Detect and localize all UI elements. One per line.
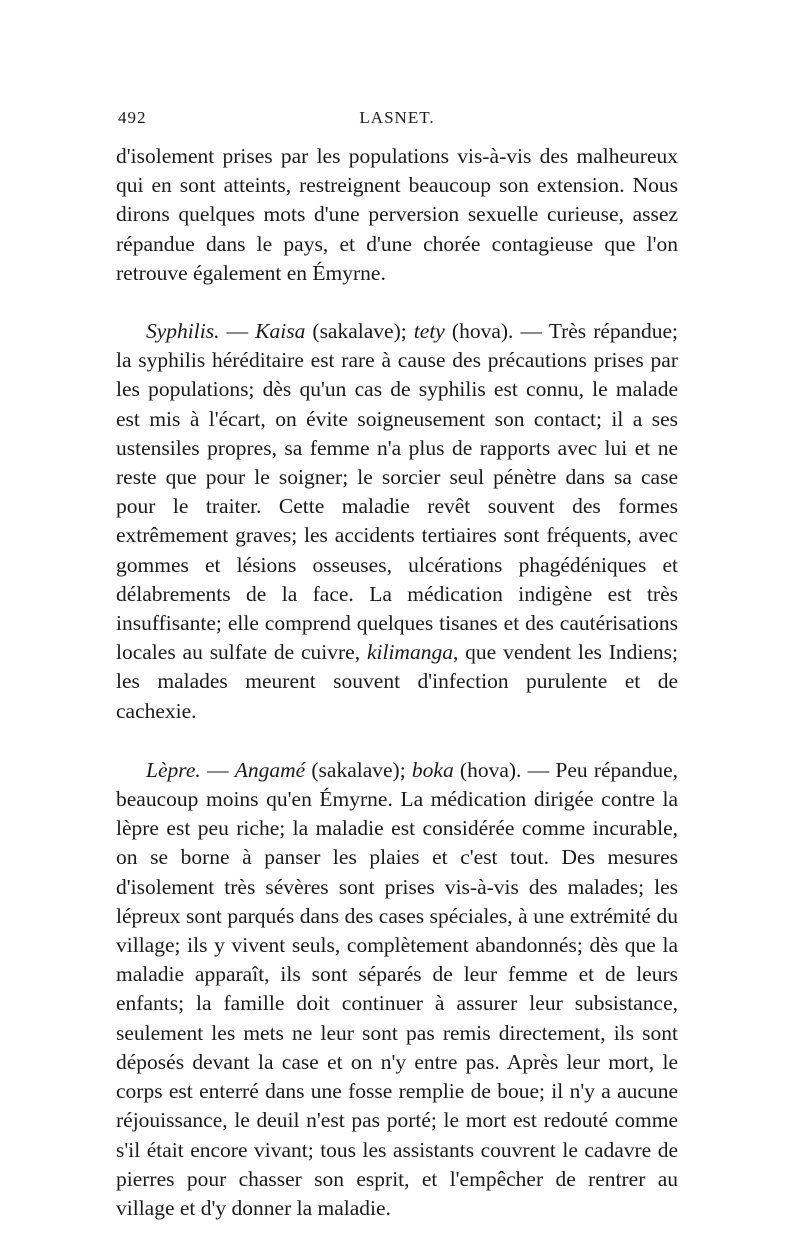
paragraph-spacer xyxy=(116,726,678,756)
paragraph-syphilis-body-a: Très répandue; la syphilis héréditaire est rare à cause des précautions prises par les populations; dès qu'un cas de syphilis est connu, le malade est mis à l'écart, on évite soigneusement son contact; il a ses ustensiles propres, sa femme n'a plus de rapports avec lui et ne reste que pour le soigner; le sorcier seul pénètre dans sa case pour le traiter. Cette maladie revêt souvent des formes extrêmement graves; les accidents tertiaires sont fréquents, avec gommes et lésions osseuses, ulcérations phagédéniques et délabrements de la face. La médication indigène est très insuffisante; elle comprend quelques tisanes et des cautérisations locales au sulfate de cuivre, xyxy=(116,319,678,665)
page-number: 492 xyxy=(118,108,147,127)
paragraph-spacer xyxy=(116,288,678,317)
paragraph-intro xyxy=(116,142,678,288)
paragraph-syphilis-body-b: , que vendent les Indiens; les malades meurent souvent d'infection purulente et de cachexie. xyxy=(116,640,678,723)
remedy-kilimanga: kilimanga xyxy=(366,640,453,665)
dash: — xyxy=(200,757,235,782)
running-title: LASNET. xyxy=(359,108,435,127)
malagasy-name-boka: boka xyxy=(411,757,454,782)
dialect-sakalave: (sakalave); xyxy=(305,757,412,782)
running-head xyxy=(116,108,678,142)
paragraph-lepre xyxy=(116,756,678,1223)
malagasy-name-angame: Angamé xyxy=(234,757,306,782)
dialect-hova: (hova). — xyxy=(444,319,549,344)
malagasy-name-tety: tety xyxy=(413,319,445,344)
dash: — xyxy=(219,319,256,344)
term-lepre: Lèpre. xyxy=(146,757,201,782)
term-syphilis: Syphilis. xyxy=(146,319,220,344)
dialect-sakalave: (sakalave); xyxy=(305,319,414,344)
malagasy-name-kaisa: Kaisa xyxy=(255,319,306,344)
paragraph-syphilis xyxy=(116,317,678,726)
book-page xyxy=(116,108,678,1223)
paragraph-lepre-body: Peu répandue, beaucoup moins qu'en Émyrne. La médication dirigée contre la lèpre est peu riche; la maladie est considérée comme incurable, on se borne à panser les plaies et c'est tout. Des mesures d'isolement très sévères sont prises vis-à-vis des malades; les lépreux sont parqués dans des cases spéciales, à une extrémité du village; ils y vivent seuls, complètement abandonnés; dès que la maladie apparaît, ils sont séparés de leur femme et de leurs enfants; la famille doit continuer à assurer leur subsistance, seulement les mets ne leur sont pas remis directement, ils sont déposés devant la case et on n'y entre pas. Après leur mort, le corps est enterré dans une fosse remplie de boue; il n'y a aucune réjouissance, le deuil n'est pas porté; le mort est redouté comme s'il était encore vivant; tous les assistants couvrent le cadavre de pierres pour chasser son esprit, et l'empêcher de rentrer au village et d'y donner la maladie. xyxy=(116,757,678,1220)
dialect-hova: (hova). — xyxy=(453,757,556,782)
paragraph-intro-text: d'isolement prises par les populations vis-à-vis des malheureux qui en sont atteints, restreignent beaucoup son extension. Nous dirons quelques mots d'une perversion sexuelle curieuse, assez répandue dans le pays, et d'une chorée contagieuse que l'on retrouve également en Émyrne. xyxy=(116,144,678,285)
